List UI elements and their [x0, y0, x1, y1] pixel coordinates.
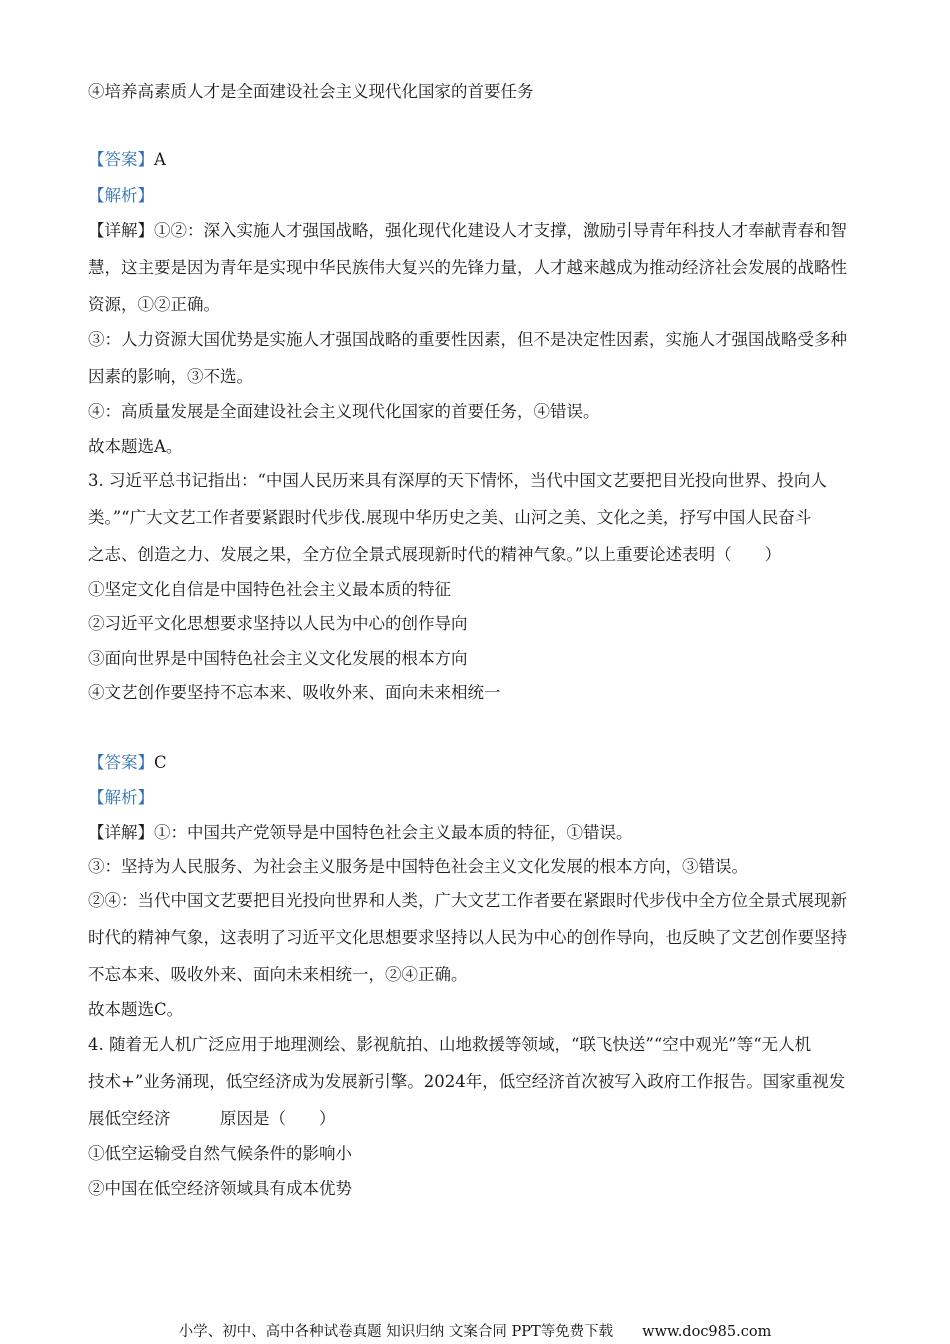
q2-detail-line: 资源，①②正确。 — [88, 295, 220, 314]
q3-stem-line: 3. 习近平总书记指出：“中国人民历来具有深厚的天下情怀，当代中国文艺要把目光投向世界、投向人 — [88, 471, 827, 490]
q2-detail-line: ③：人力资源大国优势是实施人才强国战略的重要性因素，但不是决定性因素，实施人才强国战略受多种 — [88, 330, 847, 349]
q3-answer — [88, 751, 863, 775]
q2-detail-line: 慧，这主要是因为青年是实现中华民族伟大复兴的先锋力量，人才越来越成为推动经济社会发展的战略性 — [88, 258, 847, 277]
q3-answer-tag: 【答案】 — [88, 753, 154, 772]
q2-analysis-tag: 【解析】 — [88, 186, 154, 205]
q3-answer-value: C — [154, 753, 167, 772]
q3-stem-line: 之志、创造之力、发展之果，全方位全景式展现新时代的精神气象。”以上重要论述表明（ ） — [88, 545, 782, 564]
q3-analysis-tag: 【解析】 — [88, 788, 154, 807]
q2-answer-tag: 【答案】 — [88, 150, 154, 169]
q4-option-2: ②中国在低空经济领域具有成本优势 — [88, 1179, 352, 1198]
q2-detail-line: 因素的影响，③不选。 — [88, 367, 253, 386]
q3-conclusion: 故本题选C。 — [88, 1000, 184, 1019]
q3-option-4: ④文艺创作要坚持不忘本来、吸收外来、面向未来相统一 — [88, 683, 501, 702]
q2-conclusion: 故本题选A。 — [88, 437, 183, 456]
q2-detail-line: ④：高质量发展是全面建设社会主义现代化国家的首要任务，④错误。 — [88, 402, 600, 421]
q2-answer-value: A — [154, 150, 166, 169]
q2-detail-text: ①②：深入实施人才强国战略，强化现代化建设人才支撑，激励引导青年科技人才奉献青春和智 — [154, 221, 847, 240]
q3-option-2: ②习近平文化思想要求坚持以人民为中心的创作导向 — [88, 614, 468, 633]
q3-option-1: ①坚定文化自信是中国特色社会主义最本质的特征 — [88, 580, 451, 599]
q3-stem-line: 类。”“广大文艺工作者要紧跟时代步伐.展现中华历史之美、山河之美、文化之美，抒写中国人民奋斗 — [88, 508, 812, 527]
q2-answer — [88, 148, 863, 172]
q4-stem-line: 技术+”业务涌现，低空经济成为发展新引擎。2024年，低空经济首次被写入政府工作报告。国家重视发 — [88, 1072, 846, 1091]
q3-detail-line: 时代的精神气象，这表明了习近平文化思想要求坚持以人民为中心的创作导向，也反映了文艺创作要坚持 — [88, 928, 847, 947]
page-footer: 小学、初中、高中各种试卷真题 知识归纳 文案合同 PPT等免费下载 www.doc985.com — [178, 1324, 772, 1340]
q3-detail-text: ①：中国共产党领导是中国特色社会主义最本质的特征，①错误。 — [154, 823, 633, 842]
q4-stem-line: 展低空经济 原因是（ ） — [88, 1109, 336, 1128]
q3-detail-line: ②④：当代中国文艺要把目光投向世界和人类，广大文艺工作者要在紧跟时代步伐中全方位全景式展现新 — [88, 891, 847, 910]
q4-option-1: ①低空运输受自然气候条件的影响小 — [88, 1144, 352, 1163]
q3-detail-tag: 【详解】 — [88, 823, 154, 842]
q3-detail-line — [88, 821, 863, 845]
q2-detail-line — [88, 219, 863, 243]
q4-stem-line: 4. 随着无人机广泛应用于地理测绘、影视航拍、山地救援等领域，“联飞快送”“空中观光”等“无人机 — [88, 1035, 812, 1054]
q3-detail-line: 不忘本来、吸收外来、面向未来相统一，②④正确。 — [88, 965, 468, 984]
q2-option-4: ④培养高素质人才是全面建设社会主义现代化国家的首要任务 — [88, 82, 534, 101]
q3-detail-line: ③：坚持为人民服务、为社会主义服务是中国特色社会主义文化发展的根本方向，③错误。 — [88, 857, 748, 876]
q3-option-3: ③面向世界是中国特色社会主义文化发展的根本方向 — [88, 649, 468, 668]
q2-detail-tag: 【详解】 — [88, 221, 154, 240]
